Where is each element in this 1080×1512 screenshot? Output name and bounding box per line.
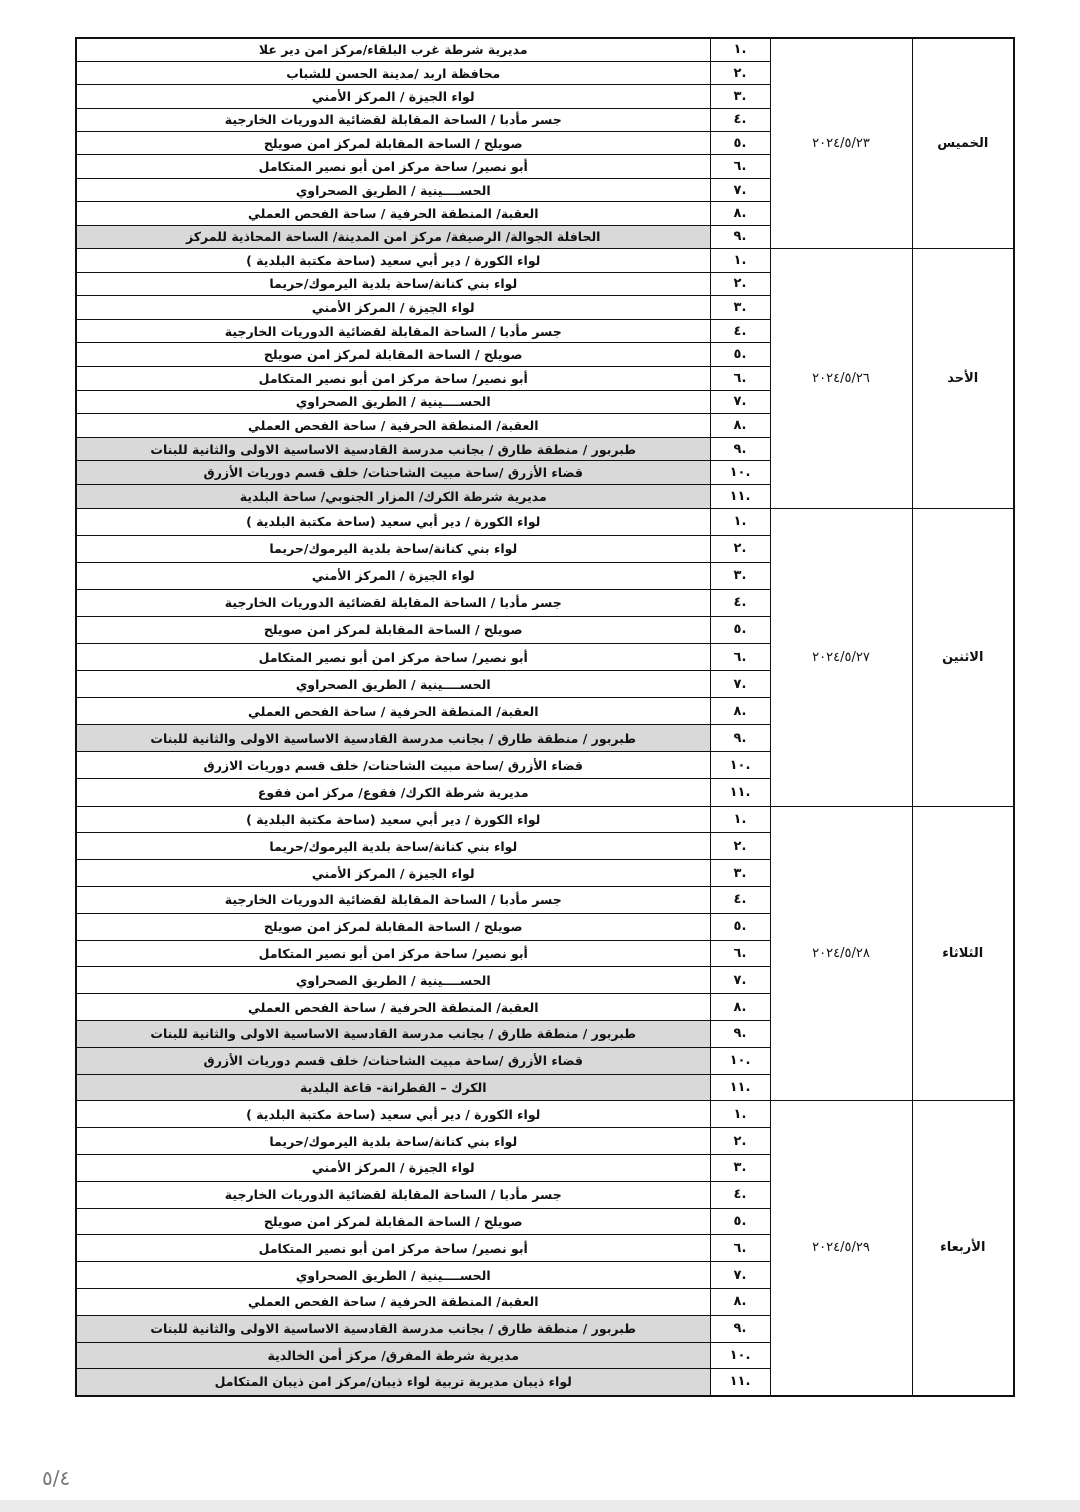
location-cell: قضاء الأزرق /ساحة مبيت الشاحنات/ خلف قسم دوريات الأزرق (76, 1047, 710, 1074)
schedule-row (76, 1101, 1014, 1128)
location-cell: محافظة اربد /مدينة الحسن للشباب (76, 61, 710, 84)
row-number: .٩ (710, 1315, 770, 1342)
page-number: ٥/٤ (42, 1466, 71, 1490)
day-cell: الخميس (912, 38, 1014, 249)
date-cell: ٢٠٢٤/٥/٢٨ (770, 806, 912, 1101)
date-cell: ٢٠٢٤/٥/٢٣ (770, 38, 912, 249)
row-number: .٣ (710, 860, 770, 887)
location-cell: لواء ذيبان مديرية تربية لواء ذيبان/مركز امن ذيبان المتكامل (76, 1369, 710, 1396)
row-number: .١١ (710, 779, 770, 806)
row-number: .١ (710, 806, 770, 833)
row-number: .٥ (710, 913, 770, 940)
schedule-row (76, 249, 1014, 273)
location-cell: جسر مأدبا / الساحة المقابلة لقضائية الدوريات الخارجية (76, 589, 710, 616)
row-number: .١١ (710, 484, 770, 508)
location-cell: جسر مأدبا / الساحة المقابلة لقضائية الدوريات الخارجية (76, 319, 710, 343)
row-number: .١ (710, 249, 770, 273)
location-cell: لواء الكورة / دير أبي سعيد (ساحة مكتبة البلدية ) (76, 806, 710, 833)
date-cell: ٢٠٢٤/٥/٢٦ (770, 249, 912, 509)
row-number: .٥ (710, 616, 770, 643)
row-number: .٨ (710, 994, 770, 1021)
location-cell: لواء الجيزة / المركز الأمني (76, 860, 710, 887)
row-number: .١ (710, 38, 770, 61)
location-cell: لواء بني كنانة/ساحة بلدية اليرموك/حريما (76, 1128, 710, 1155)
row-number: .٥ (710, 132, 770, 155)
row-number: .٢ (710, 1128, 770, 1155)
day-cell: الاثنين (912, 508, 1014, 806)
row-number: .٥ (710, 343, 770, 367)
location-cell: صويلح / الساحة المقابلة لمركز امن صويلح (76, 1208, 710, 1235)
row-number: .٤ (710, 108, 770, 131)
location-cell: العقبة/ المنطقة الحرفية / ساحة الفحص العملي (76, 698, 710, 725)
location-cell: الحســــينية / الطريق الصحراوي (76, 178, 710, 201)
date-cell: ٢٠٢٤/٥/٢٧ (770, 508, 912, 806)
row-number: .١ (710, 508, 770, 535)
location-cell: طبربور / منطقة طارق / بجانب مدرسة القادسية الاساسية الاولى والثانية للبنات (76, 725, 710, 752)
location-cell: الحســــينية / الطريق الصحراوي (76, 1262, 710, 1289)
location-cell: الحســــينية / الطريق الصحراوي (76, 967, 710, 994)
location-cell: صويلح / الساحة المقابلة لمركز امن صويلح (76, 616, 710, 643)
location-cell: لواء الجيزة / المركز الأمني (76, 562, 710, 589)
location-cell: الكرك – القطرانة- قاعة البلدية (76, 1074, 710, 1101)
location-cell: مديرية شرطة المفرق/ مركز أمن الخالدية (76, 1342, 710, 1369)
schedule-table (75, 37, 1015, 1397)
location-cell: مديرية شرطة غرب البلقاء/مركز امن دير علا (76, 38, 710, 61)
location-cell: لواء الكورة / دير أبي سعيد (ساحة مكتبة البلدية ) (76, 1101, 710, 1128)
row-number: .١١ (710, 1074, 770, 1101)
location-cell: لواء الجيزة / المركز الأمني (76, 85, 710, 108)
row-number: .٢ (710, 61, 770, 84)
schedule-row (76, 806, 1014, 833)
row-number: .٣ (710, 85, 770, 108)
row-number: .٢ (710, 833, 770, 860)
row-number: .٨ (710, 1288, 770, 1315)
row-number: .٢ (710, 272, 770, 296)
location-cell: أبو نصير/ ساحة مركز امن أبو نصير المتكامل (76, 366, 710, 390)
row-number: .٣ (710, 1154, 770, 1181)
location-cell: صويلح / الساحة المقابلة لمركز امن صويلح (76, 913, 710, 940)
row-number: .١٠ (710, 461, 770, 485)
location-cell: جسر مأدبا / الساحة المقابلة لقضائية الدوريات الخارجية (76, 108, 710, 131)
location-cell: العقبة/ المنطقة الحرفية / ساحة الفحص العملي (76, 1288, 710, 1315)
location-cell: أبو نصير/ ساحة مركز امن أبو نصير المتكامل (76, 155, 710, 178)
location-cell: العقبة/ المنطقة الحرفية / ساحة الفحص العملي (76, 414, 710, 438)
row-number: .٩ (710, 225, 770, 248)
row-number: .٩ (710, 725, 770, 752)
date-cell: ٢٠٢٤/٥/٢٩ (770, 1101, 912, 1396)
location-cell: جسر مأدبا / الساحة المقابلة لقضائية الدوريات الخارجية (76, 1181, 710, 1208)
location-cell: قضاء الأزرق /ساحة مبيت الشاحنات/ خلف قسم دوريات الأزرق (76, 461, 710, 485)
row-number: .١١ (710, 1369, 770, 1396)
location-cell: لواء الكورة / دير أبي سعيد (ساحة مكتبة البلدية ) (76, 249, 710, 273)
location-cell: طبربور / منطقة طارق / بجانب مدرسة القادسية الاساسية الاولى والثانية للبنات (76, 1020, 710, 1047)
row-number: .٨ (710, 202, 770, 225)
location-cell: مديرية شرطة الكرك/ فقوع/ مركز امن فقوع (76, 779, 710, 806)
location-cell: لواء الكورة / دير أبي سعيد (ساحة مكتبة البلدية ) (76, 508, 710, 535)
location-cell: أبو نصير/ ساحة مركز امن أبو نصير المتكامل (76, 644, 710, 671)
row-number: .٣ (710, 296, 770, 320)
location-cell: العقبة/ المنطقة الحرفية / ساحة الفحص العملي (76, 994, 710, 1021)
schedule-row (76, 508, 1014, 535)
row-number: .٤ (710, 319, 770, 343)
row-number: .٦ (710, 940, 770, 967)
location-cell: الحافلة الجوالة/ الرصيفة/ مركز امن المدينة/ الساحة المحاذية للمركز (76, 225, 710, 248)
row-number: .٧ (710, 1262, 770, 1289)
location-cell: صويلح / الساحة المقابلة لمركز امن صويلح (76, 343, 710, 367)
location-cell: لواء بني كنانة/ساحة بلدية اليرموك/حريما (76, 833, 710, 860)
row-number: .٧ (710, 178, 770, 201)
location-cell: مديرية شرطة الكرك/ المزار الجنوبي/ ساحة البلدية (76, 484, 710, 508)
day-cell: الثلاثاء (912, 806, 1014, 1101)
row-number: .٨ (710, 414, 770, 438)
row-number: .٦ (710, 1235, 770, 1262)
row-number: .٣ (710, 562, 770, 589)
row-number: .١٠ (710, 752, 770, 779)
row-number: .٤ (710, 589, 770, 616)
row-number: .٩ (710, 1020, 770, 1047)
location-cell: لواء بني كنانة/ساحة بلدية اليرموك/حريما (76, 535, 710, 562)
row-number: .٧ (710, 390, 770, 414)
row-number: .١ (710, 1101, 770, 1128)
row-number: .٨ (710, 698, 770, 725)
day-cell: الأربعاء (912, 1101, 1014, 1396)
row-number: .٤ (710, 1181, 770, 1208)
location-cell: طبربور / منطقة طارق / بجانب مدرسة القادسية الاساسية الاولى والثانية للبنات (76, 1315, 710, 1342)
row-number: .٦ (710, 366, 770, 390)
location-cell: لواء الجيزة / المركز الأمني (76, 1154, 710, 1181)
location-cell: طبربور / منطقة طارق / بجانب مدرسة القادسية الاساسية الاولى والثانية للبنات (76, 437, 710, 461)
day-cell: الأحد (912, 249, 1014, 509)
schedule-row (76, 38, 1014, 61)
location-cell: صويلح / الساحة المقابلة لمركز امن صويلح (76, 132, 710, 155)
location-cell: لواء بني كنانة/ساحة بلدية اليرموك/حريما (76, 272, 710, 296)
page-bottom-strip (0, 1500, 1080, 1512)
row-number: .٧ (710, 967, 770, 994)
location-cell: أبو نصير/ ساحة مركز امن أبو نصير المتكامل (76, 1235, 710, 1262)
row-number: .٦ (710, 644, 770, 671)
location-cell: العقبة/ المنطقة الحرفية / ساحة الفحص العملي (76, 202, 710, 225)
location-cell: أبو نصير/ ساحة مركز امن أبو نصير المتكامل (76, 940, 710, 967)
row-number: .١٠ (710, 1342, 770, 1369)
row-number: .٢ (710, 535, 770, 562)
row-number: .٦ (710, 155, 770, 178)
row-number: .٤ (710, 886, 770, 913)
location-cell: لواء الجيزة / المركز الأمني (76, 296, 710, 320)
row-number: .٧ (710, 671, 770, 698)
location-cell: جسر مأدبا / الساحة المقابلة لقضائية الدوريات الخارجية (76, 886, 710, 913)
row-number: .١٠ (710, 1047, 770, 1074)
location-cell: الحســــينية / الطريق الصحراوي (76, 390, 710, 414)
location-cell: قضاء الأزرق /ساحة مبيت الشاحنات/ خلف قسم دوريات الازرق (76, 752, 710, 779)
row-number: .٥ (710, 1208, 770, 1235)
row-number: .٩ (710, 437, 770, 461)
location-cell: الحســــينية / الطريق الصحراوي (76, 671, 710, 698)
